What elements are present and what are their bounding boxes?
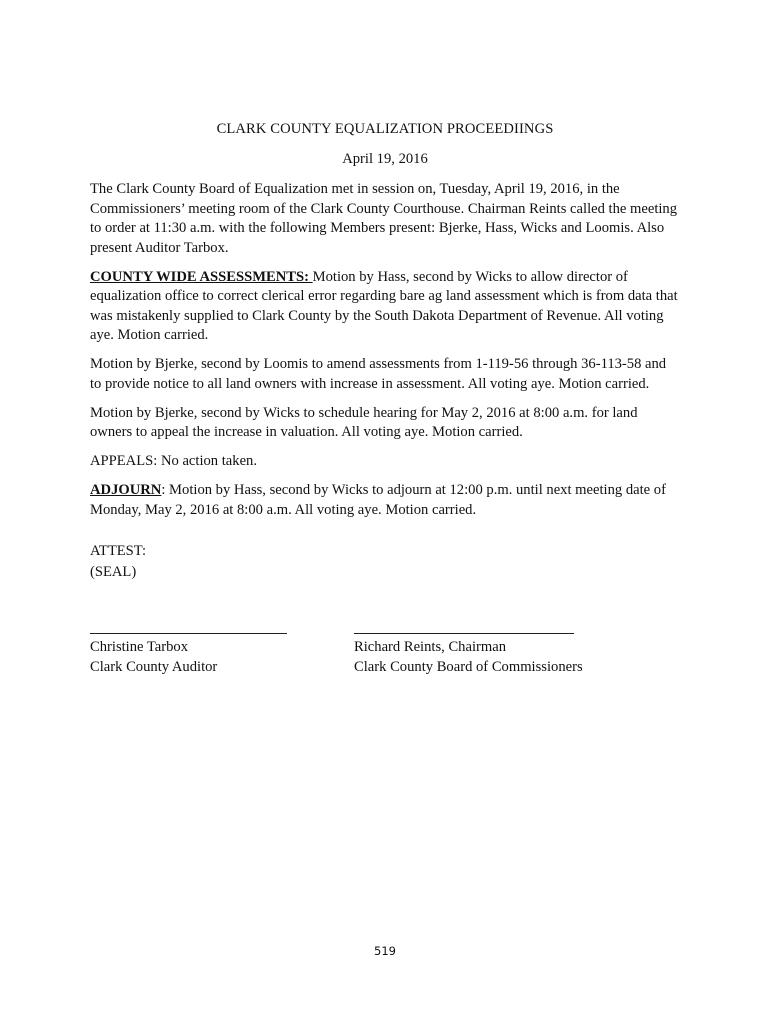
seal-label: (SEAL): [90, 564, 137, 580]
hearing-motion-paragraph: Motion by Bjerke, second by Wicks to schedule hearing for May 2, 2016 at 8:00 a.m. for land owners to appeal the increase in valuation. All voting aye. Motion carried.: [90, 404, 638, 440]
intro-paragraph: The Clark County Board of Equalization met in session on, Tuesday, April 19, 2016, in the Commissioners’ meeting room of the Clark County Courthouse. Chairman Reints called the meeting to order at 11:30 a.m. with the following Members present: Bjerke, Hass, Wicks and Loomis. Also present Auditor Tarbox.: [90, 181, 678, 256]
document-body: [90, 120, 680, 583]
right-signature-block: [354, 638, 583, 677]
assessments-heading: COUNTY WIDE ASSESSMENTS:: [90, 268, 313, 285]
assessments-paragraph: [90, 268, 680, 346]
left-signature-block: [90, 638, 217, 677]
chairman-name: Richard Reints, Chairman: [354, 639, 506, 655]
auditor-title: Clark County Auditor: [90, 658, 218, 675]
right-signature-line: [354, 633, 574, 634]
page-number: 519: [374, 944, 396, 958]
adjourn-text: : Motion by Hass, second by Wicks to adjourn at 12:00 p.m. until next meeting date of Monday, May 2, 2016 at 8:00 a.m. All voting aye. Motion carried.: [90, 482, 666, 518]
signature-area: [90, 620, 690, 680]
attest-label: ATTEST:: [90, 543, 147, 559]
auditor-name: Christine Tarbox: [90, 639, 189, 655]
amend-motion-paragraph: Motion by Bjerke, second by Loomis to amend assessments from 1-119-56 through 36-113-58 and to provide notice to all land owners with increase in assessment. All voting aye. Motion carried.: [90, 356, 667, 392]
chairman-title: Clark County Board of Commissioners: [354, 658, 583, 675]
adjourn-heading: ADJOURN: [90, 482, 162, 498]
appeals-paragraph: APPEALS: No action taken.: [90, 453, 258, 469]
left-signature-line: [90, 633, 287, 634]
document-title: CLARK COUNTY EQUALIZATION PROCEEDIINGS: [216, 121, 554, 137]
attest-block: [90, 541, 680, 583]
adjourn-paragraph: [90, 481, 680, 520]
assessments-text: Motion by Hass, second by Wicks to allow director of equalization office to correct clerical error regarding bare ag land assessment which is from data that was mistakenly supplied to Clark County by the South Dakota Department of Revenue. All voting aye. Motion carried.: [90, 268, 678, 343]
meeting-date: April 19, 2016: [342, 150, 428, 167]
